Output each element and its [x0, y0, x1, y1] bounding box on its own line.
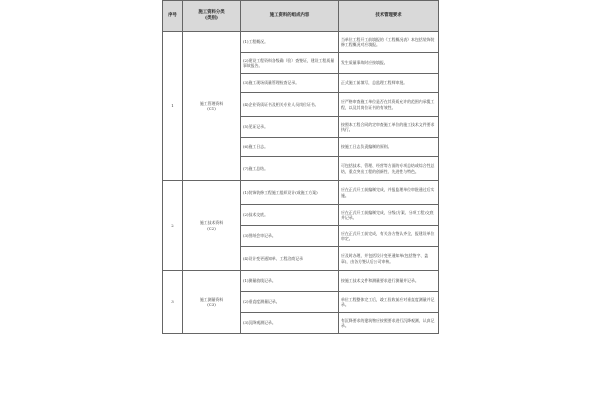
- content-cell: (3)施工现场质量管理检查记录。: [241, 74, 339, 93]
- table-row: [163, 271, 439, 292]
- table-header-row: [163, 1, 439, 32]
- requirement-cell: 按施工日志负责编制的原则。: [339, 138, 439, 157]
- content-cell: (3)图纸会审记录。: [241, 226, 339, 247]
- requirement-cell: 应在正式开工前完成，有关各方签认齐全，报建设单位审定。: [339, 226, 439, 247]
- section-category: [183, 181, 241, 271]
- requirement-cell: 有沉降要求的建筑物应按照要求进行沉降观测，认真记录。: [339, 313, 439, 334]
- section-number: 3: [163, 271, 183, 334]
- requirement-cell: 应严格审查施工单位是否在其资质允许的范围内承揽工程，以及其岗位证书的有效性。: [339, 93, 439, 117]
- construction-records-table: [162, 0, 439, 334]
- section-category: [183, 32, 241, 181]
- requirement-cell: 可包括技术、管理、经营等方面的专项总结或综合性总结，重点突出工程的创新性、先进性与特色。: [339, 157, 439, 181]
- requirement-cell: 发生质量事故时应按填报。: [339, 53, 439, 74]
- category-label: 施工管理资料: [199, 100, 224, 106]
- content-cell: (3)沉降观测记录。: [241, 313, 339, 334]
- content-cell: (2)垂直度测量记录。: [241, 292, 339, 313]
- content-cell: (1)工程概况。: [241, 32, 339, 53]
- category-code: (C2): [207, 225, 216, 231]
- content-cell: (2)技术交底。: [241, 205, 339, 226]
- requirement-cell: 按照本工程合同约定审查施工单位的施工技术文件要求执行。: [339, 117, 439, 138]
- content-cell: (6)施工日志。: [241, 138, 339, 157]
- category-label: 施工测量资料: [199, 296, 224, 302]
- section-category: [183, 271, 241, 334]
- content-cell: (7)施工总结。: [241, 157, 339, 181]
- requirement-cell: 应在正式开工前编制完成，并报监理单位审批通过后实施。: [339, 181, 439, 205]
- requirement-cell: 正式施工前填写，总监理工程师审批。: [339, 74, 439, 93]
- header-category: [183, 1, 241, 32]
- requirement-cell: 按施工技术文件和测量要求进行测量并记录。: [339, 271, 439, 292]
- category-code: (C3): [207, 302, 216, 307]
- table-row: [163, 32, 439, 53]
- section-number: 2: [163, 181, 183, 271]
- content-cell: (4)企业资质证书及相关专业人员岗位证书。: [241, 93, 339, 117]
- header-content: 施工资料的组成内容: [241, 1, 339, 32]
- category-label: 施工技术资料: [199, 220, 224, 226]
- requirement-cell: 单位工程整体完工后，竣工验收前应对垂直度测量并记录。: [339, 292, 439, 313]
- content-cell: (1)装饰装修工程施工组织设计(或施工方案): [241, 181, 339, 205]
- header-category-sub: (类别): [205, 16, 218, 21]
- header-requirement: 技术管理要求: [339, 1, 439, 32]
- section-number: 1: [163, 32, 183, 181]
- requirement-cell: 当单位工程开工前填报的《工程概况表》本包括装饰装修工程概况对应填报。: [339, 32, 439, 53]
- content-cell: (2)建设工程资料各级确（验）查签证，建设工程质量事故报告。: [241, 53, 339, 74]
- table-row: [163, 181, 439, 205]
- header-category-label: 施工资料分类: [198, 10, 225, 16]
- content-cell: (4)设计变更通知单、工程洽商记录: [241, 247, 339, 271]
- header-no: 序号: [163, 1, 183, 32]
- content-cell: (5)见证记录。: [241, 117, 339, 138]
- category-code: (C1): [207, 106, 216, 111]
- requirement-cell: 应及时办理，并包括设计变更通知单(包括签字、盖章)，由各方签认后公司审核。: [339, 247, 439, 271]
- content-cell: (1)测量放线记录。: [241, 271, 339, 292]
- requirement-cell: 应在正式开工前编制完成，分级(方案、分项工程)交底并记录。: [339, 205, 439, 226]
